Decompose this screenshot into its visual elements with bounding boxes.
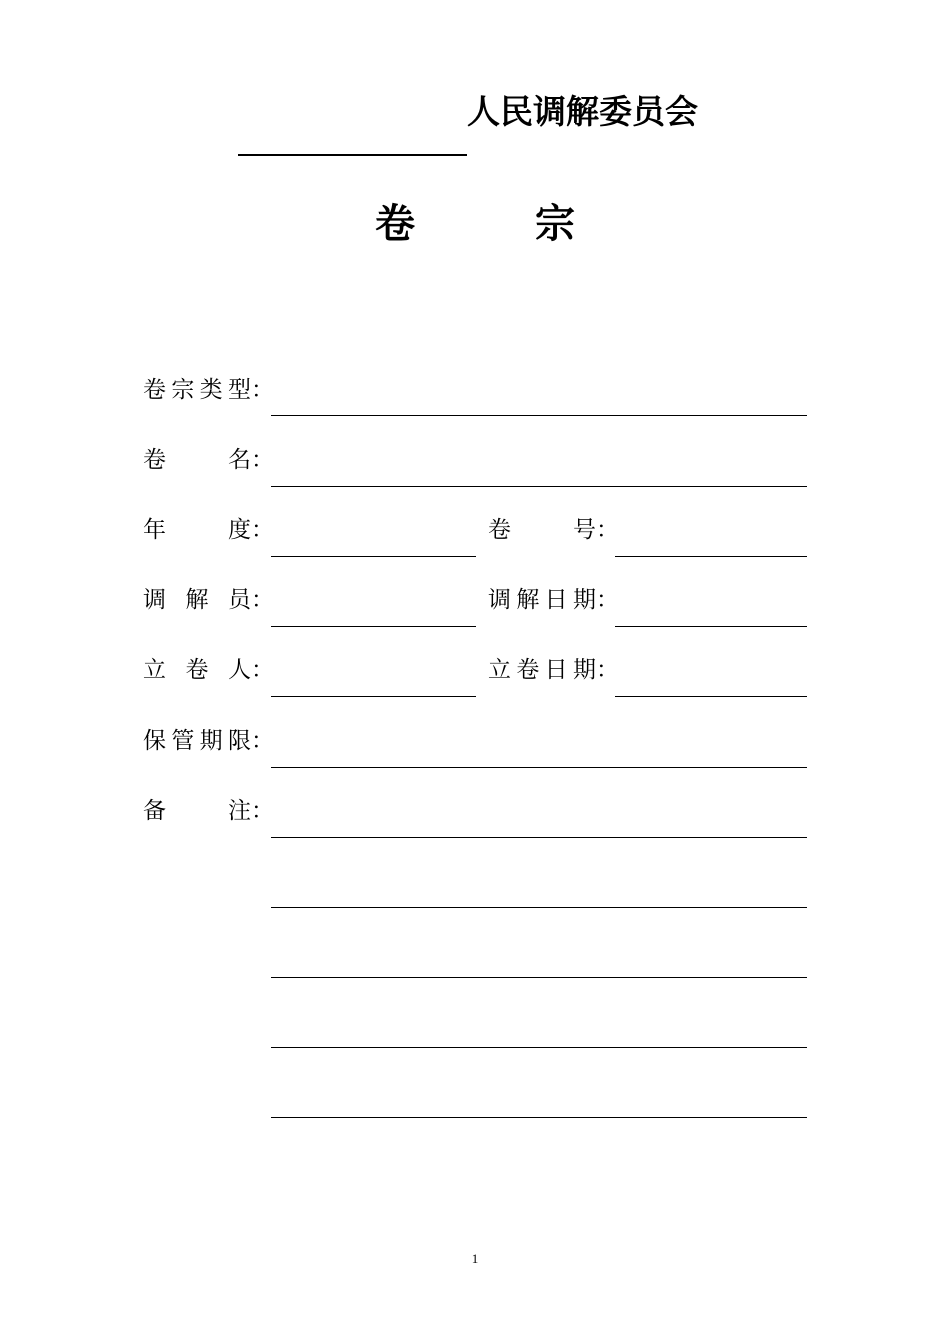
label-colon: ： [596,587,619,613]
file-type-field[interactable] [271,415,807,416]
filed-by-field[interactable] [271,696,476,697]
label-char: 卷 [516,657,540,683]
mediation-date-field[interactable] [615,626,807,627]
label-char: 日 [544,587,568,613]
label-char: 号 [573,517,596,543]
file-number-field[interactable] [615,556,807,557]
label-char: 日 [544,657,568,683]
filing-date-field[interactable] [615,696,807,697]
label-char: 人 [228,657,251,683]
label-char: 限 [227,728,251,754]
label-char: 名 [228,447,251,473]
file-number-label [488,514,596,546]
label-char: 卷 [488,517,511,543]
file-name-label [143,444,251,476]
remarks-line-2[interactable] [271,907,807,908]
label-char: 解 [185,587,209,613]
remarks-line-1[interactable] [271,837,807,838]
mediator-label [143,584,251,616]
label-char: 期 [199,728,223,754]
remarks-line-4[interactable] [271,1047,807,1048]
label-char: 立 [143,657,166,683]
label-char: 调 [488,587,511,613]
committee-name: 人民调解委员会 [467,92,698,131]
label-colon: ： [251,377,274,403]
label-colon: ： [596,517,619,543]
label-char: 卷 [143,447,166,473]
file-type-label [143,374,251,406]
label-colon: ： [251,447,274,473]
committee-name-blank[interactable] [238,154,467,156]
remarks-line-3[interactable] [271,977,807,978]
mediator-field[interactable] [271,626,476,627]
label-char: 注 [228,798,251,824]
label-char: 卷 [185,657,209,683]
year-field[interactable] [271,556,476,557]
label-char: 备 [143,798,166,824]
title-char: 卷 [375,201,415,247]
label-char: 保 [143,728,166,754]
retention-period-field[interactable] [271,767,807,768]
label-colon: ： [251,798,274,824]
label-char: 员 [228,587,251,613]
label-char: 期 [572,587,596,613]
label-colon: ： [251,657,274,683]
remarks-label [143,795,251,827]
filed-by-label [143,654,251,686]
mediation-date-label [488,584,596,616]
remarks-line-5[interactable] [271,1117,807,1118]
retention-period-label [143,725,251,757]
label-char: 卷 [143,377,166,403]
year-label [143,514,251,546]
label-char: 类 [199,377,223,403]
label-colon: ： [251,728,274,754]
label-char: 年 [143,517,166,543]
label-char: 度 [228,517,251,543]
title-char: 宗 [535,201,575,247]
label-char: 解 [516,587,540,613]
label-char: 型 [227,377,251,403]
label-char: 立 [488,657,511,683]
filing-date-label [488,654,596,686]
label-char: 宗 [171,377,195,403]
label-char: 期 [572,657,596,683]
label-colon: ： [251,587,274,613]
document-title [375,196,575,252]
label-char: 调 [143,587,166,613]
label-char: 管 [171,728,195,754]
page-number: 1 [471,1251,479,1266]
label-colon: ： [596,657,619,683]
label-colon: ： [251,517,274,543]
file-name-field[interactable] [271,486,807,487]
